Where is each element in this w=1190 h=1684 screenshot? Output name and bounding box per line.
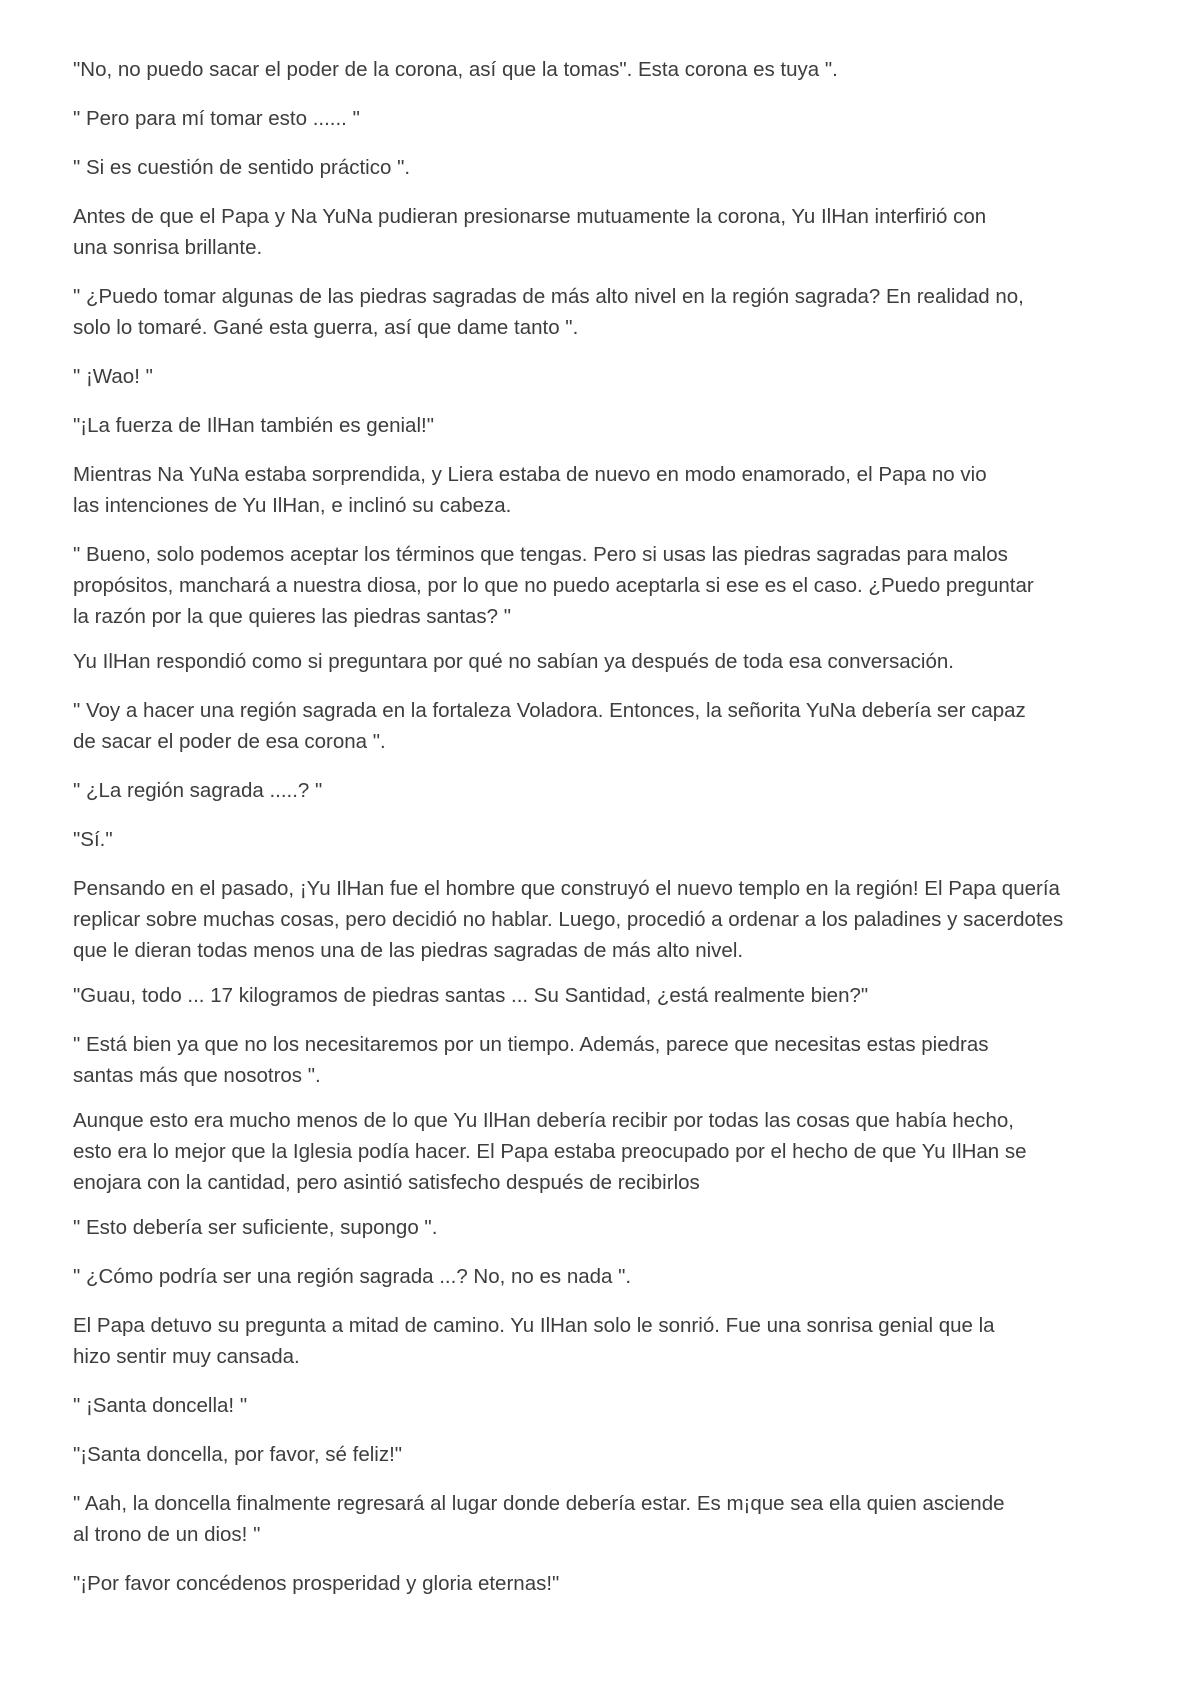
paragraph-11: " Voy a hacer una región sagrada en la fortaleza Voladora. Entonces, la señorita YuNa debería ser capaz de sacar el poder de esa corona ". [73,699,1026,753]
paragraph-23: " Aah, la doncella finalmente regresará al lugar donde debería estar. Es m¡que sea ella quien asciende al trono de un dios! " [73,1492,1005,1546]
paragraph-2: " Pero para mí tomar esto ...... " [73,107,360,130]
paragraph-6: " ¡Wao! " [73,365,153,388]
paragraph-15: "Guau, todo ... 17 kilogramos de piedras santas ... Su Santidad, ¿está realmente bien?" [73,984,869,1007]
paragraph-16: " Está bien ya que no los necesitaremos por un tiempo. Además, parece que necesitas estas piedras santas más que nosotros ". [73,1033,989,1087]
paragraph-3: " Si es cuestión de sentido práctico ". [73,156,411,179]
paragraph-12: " ¿La región sagrada .....? " [73,779,323,802]
paragraph-17: Aunque esto era mucho menos de lo que Yu IlHan debería recibir por todas las cosas que había hecho, esto era lo mejor que la Iglesia podía hacer. El Papa estaba preocupado por el hecho de que Yu IlHan se enojara con la cantidad, pero asintió satisfecho después de recibirlos [73,1109,1027,1194]
paragraph-22: "¡Santa doncella, por favor, sé feliz!" [73,1443,403,1466]
paragraph-8: Mientras Na YuNa estaba sorprendida, y Liera estaba de nuevo en modo enamorado, el Papa no vio las intenciones de Yu IlHan, e inclinó su cabeza. [73,463,987,517]
paragraph-4: Antes de que el Papa y Na YuNa pudieran presionarse mutuamente la corona, Yu IlHan interfirió con una sonrisa brillante. [73,205,987,259]
paragraph-18: " Esto debería ser suficiente, supongo ". [73,1216,438,1239]
paragraph-21: " ¡Santa doncella! " [73,1394,248,1417]
paragraph-14: Pensando en el pasado, ¡Yu IlHan fue el hombre que construyó el nuevo templo en la región! El Papa quería replicar sobre muchas cosas, pero decidió no hablar. Luego, procedió a ordenar a los paladines y sacerdotes que le dieran todas menos una de las piedras sagradas de más alto nivel. [73,877,1064,962]
paragraph-1: "No, no puedo sacar el poder de la corona, así que la tomas". Esta corona es tuya ". [73,58,838,81]
paragraph-13: "Sí." [73,828,113,851]
paragraph-7: "¡La fuerza de IlHan también es genial!" [73,414,434,437]
paragraph-24: "¡Por favor concédenos prosperidad y gloria eternas!" [73,1572,560,1595]
paragraph-5: " ¿Puedo tomar algunas de las piedras sagradas de más alto nivel en la región sagrada? En realidad no, solo lo tomaré. Gané esta guerra, así que dame tanto ". [73,285,1024,339]
paragraph-19: " ¿Cómo podría ser una región sagrada ...? No, no es nada ". [73,1265,632,1288]
document-page [73,54,1123,1617]
paragraph-9: " Bueno, solo podemos aceptar los términos que tengas. Pero si usas las piedras sagradas para malos propósitos, manchará a nuestra diosa, por lo que no puedo aceptarla si ese es el caso. ¿Puedo preguntar la razón por la que quieres las piedras santas? " [73,543,1034,628]
paragraph-10: Yu IlHan respondió como si preguntara por qué no sabían ya después de toda esa conversación. [73,650,954,673]
paragraph-20: El Papa detuvo su pregunta a mitad de camino. Yu IlHan solo le sonrió. Fue una sonrisa genial que la hizo sentir muy cansada. [73,1314,995,1368]
